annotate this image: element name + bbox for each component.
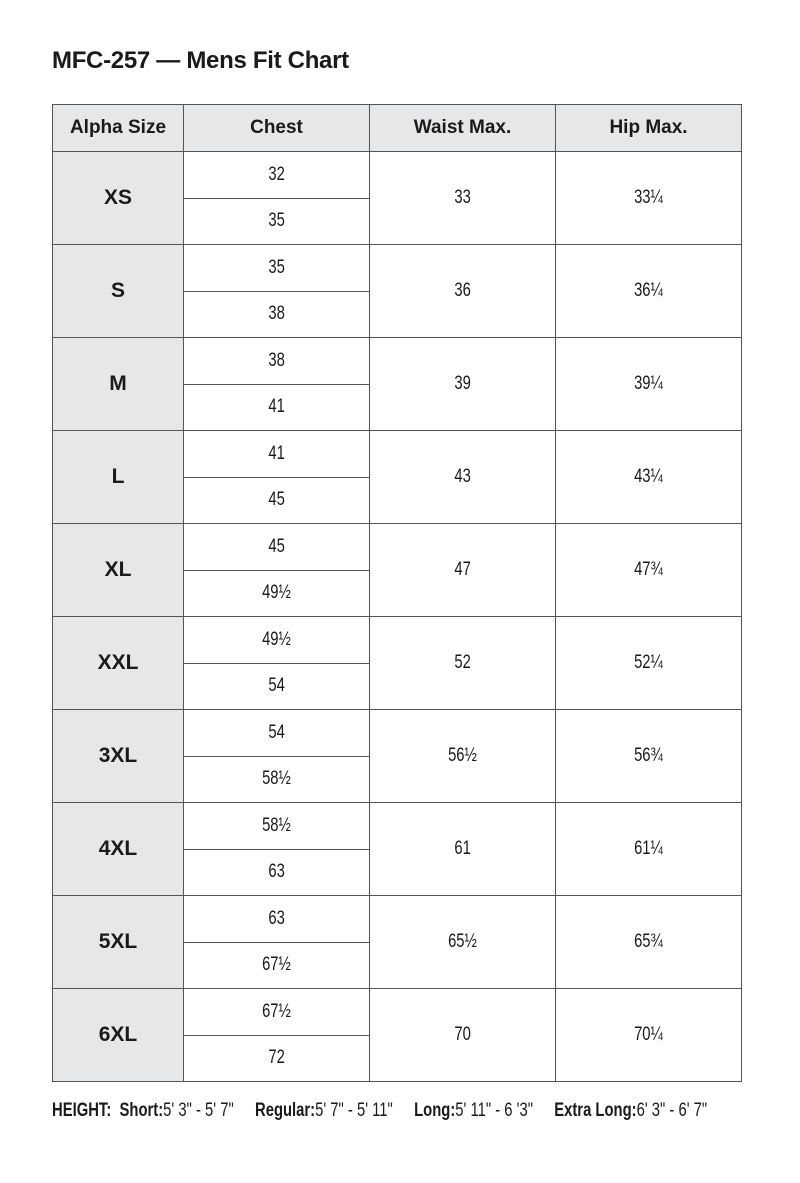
chest-min-cell-value: 67½ xyxy=(262,1000,291,1022)
long-value: 5' 11" - 6 '3" xyxy=(455,1100,533,1121)
header-alpha-size: Alpha Size xyxy=(53,105,184,152)
chest-max-cell-value: 63 xyxy=(268,861,285,883)
table-body xyxy=(53,152,742,1082)
waist-cell xyxy=(370,803,556,896)
hip-cell xyxy=(556,431,742,524)
header-chest: Chest xyxy=(184,105,370,152)
size-cell: L xyxy=(53,431,184,524)
waist-cell xyxy=(370,989,556,1082)
chest-max-cell xyxy=(184,849,370,896)
header-hip: Hip Max. xyxy=(556,105,742,152)
chest-min-cell-value: 38 xyxy=(268,349,285,371)
waist-cell xyxy=(370,524,556,617)
hip-cell xyxy=(556,617,742,710)
hip-cell xyxy=(556,710,742,803)
header-row xyxy=(53,105,742,152)
waist-cell xyxy=(370,152,556,245)
size-cell: M xyxy=(53,338,184,431)
size-cell: 6XL xyxy=(53,989,184,1082)
hip-cell xyxy=(556,524,742,617)
table-row xyxy=(53,989,742,1036)
chest-min-cell-value: 45 xyxy=(268,535,285,557)
size-cell: 5XL xyxy=(53,896,184,989)
chest-min-cell xyxy=(184,524,370,571)
chest-min-cell xyxy=(184,152,370,199)
short-label: Short: xyxy=(119,1100,164,1121)
hip-cell-value: 36¼ xyxy=(634,280,663,301)
waist-cell-value: 65½ xyxy=(448,931,477,952)
chest-max-cell xyxy=(184,1035,370,1082)
regular-label: Regular: xyxy=(254,1100,316,1121)
table-row xyxy=(53,710,742,757)
waist-cell-value: 70 xyxy=(454,1024,471,1045)
waist-cell xyxy=(370,617,556,710)
size-cell: 4XL xyxy=(53,803,184,896)
chest-max-cell-value: 45 xyxy=(268,489,285,511)
chest-min-cell xyxy=(184,431,370,478)
waist-cell-value: 52 xyxy=(454,652,471,673)
waist-cell xyxy=(370,431,556,524)
size-cell: XS xyxy=(53,152,184,245)
chest-min-cell xyxy=(184,710,370,757)
chest-min-cell-value: 35 xyxy=(268,256,285,278)
hip-cell-value: 47¾ xyxy=(634,559,663,580)
chest-max-cell-value: 35 xyxy=(268,210,285,232)
waist-cell-value: 33 xyxy=(454,187,471,208)
chest-max-cell-value: 41 xyxy=(268,396,285,418)
table-row xyxy=(53,896,742,943)
hip-cell-value: 65¾ xyxy=(634,931,663,952)
hip-cell xyxy=(556,803,742,896)
chest-max-cell xyxy=(184,663,370,710)
chest-max-cell xyxy=(184,198,370,245)
chest-max-cell xyxy=(184,384,370,431)
height-label: HEIGHT: xyxy=(52,1100,112,1121)
chest-max-cell xyxy=(184,291,370,338)
hip-cell xyxy=(556,245,742,338)
chest-min-cell xyxy=(184,245,370,292)
extra-long-label: Extra Long: xyxy=(554,1100,637,1121)
fit-chart-table xyxy=(52,104,742,1082)
chest-min-cell xyxy=(184,896,370,943)
waist-cell-value: 61 xyxy=(454,838,471,859)
waist-cell xyxy=(370,245,556,338)
waist-cell-value: 39 xyxy=(454,373,471,394)
chest-max-cell-value: 72 xyxy=(268,1047,285,1069)
chest-min-cell-value: 41 xyxy=(268,442,285,464)
waist-cell-value: 43 xyxy=(454,466,471,487)
hip-cell-value: 56¾ xyxy=(634,745,663,766)
hip-cell-value: 33¼ xyxy=(634,187,663,208)
size-cell: XL xyxy=(53,524,184,617)
hip-cell-value: 39¼ xyxy=(634,373,663,394)
long-label: Long: xyxy=(414,1100,456,1121)
chest-max-cell-value: 54 xyxy=(268,675,285,697)
chest-min-cell-value: 32 xyxy=(268,163,285,185)
waist-cell-value: 56½ xyxy=(448,745,477,766)
waist-cell xyxy=(370,896,556,989)
short-value: 5' 3" - 5' 7" xyxy=(163,1100,234,1121)
size-cell: S xyxy=(53,245,184,338)
chest-min-cell xyxy=(184,617,370,664)
chest-max-cell xyxy=(184,477,370,524)
chest-min-cell xyxy=(184,338,370,385)
hip-cell-value: 43¼ xyxy=(634,466,663,487)
hip-cell-value: 70¼ xyxy=(634,1024,663,1045)
chest-max-cell-value: 58½ xyxy=(262,768,291,790)
size-cell: XXL xyxy=(53,617,184,710)
size-cell: 3XL xyxy=(53,710,184,803)
table-row xyxy=(53,245,742,292)
chest-min-cell-value: 49½ xyxy=(262,628,291,650)
table-row xyxy=(53,152,742,199)
chest-min-cell-value: 58½ xyxy=(262,814,291,836)
chest-max-cell-value: 49½ xyxy=(262,582,291,604)
waist-cell-value: 47 xyxy=(454,559,471,580)
hip-cell xyxy=(556,896,742,989)
page-title: MFC-257 — Mens Fit Chart xyxy=(52,47,349,74)
chest-max-cell xyxy=(184,570,370,617)
chest-max-cell xyxy=(184,942,370,989)
chest-min-cell xyxy=(184,803,370,850)
chest-max-cell-value: 67½ xyxy=(262,954,291,976)
hip-cell xyxy=(556,338,742,431)
waist-cell-value: 36 xyxy=(454,280,471,301)
chest-min-cell xyxy=(184,989,370,1036)
table-row xyxy=(53,338,742,385)
waist-cell xyxy=(370,710,556,803)
chest-max-cell xyxy=(184,756,370,803)
extra-long-value: 6' 3" - 6' 7" xyxy=(636,1100,708,1121)
hip-cell xyxy=(556,152,742,245)
hip-cell-value: 61¼ xyxy=(634,838,663,859)
regular-value: 5' 7" - 5' 11" xyxy=(315,1100,393,1121)
table-row xyxy=(53,524,742,571)
chest-min-cell-value: 63 xyxy=(268,907,285,929)
waist-cell xyxy=(370,338,556,431)
header-waist: Waist Max. xyxy=(370,105,556,152)
chest-min-cell-value: 54 xyxy=(268,721,285,743)
table-row xyxy=(53,617,742,664)
table-row xyxy=(53,803,742,850)
height-footer xyxy=(52,1100,708,1122)
table-row xyxy=(53,431,742,478)
hip-cell-value: 52¼ xyxy=(634,652,663,673)
hip-cell xyxy=(556,989,742,1082)
chest-max-cell-value: 38 xyxy=(268,303,285,325)
